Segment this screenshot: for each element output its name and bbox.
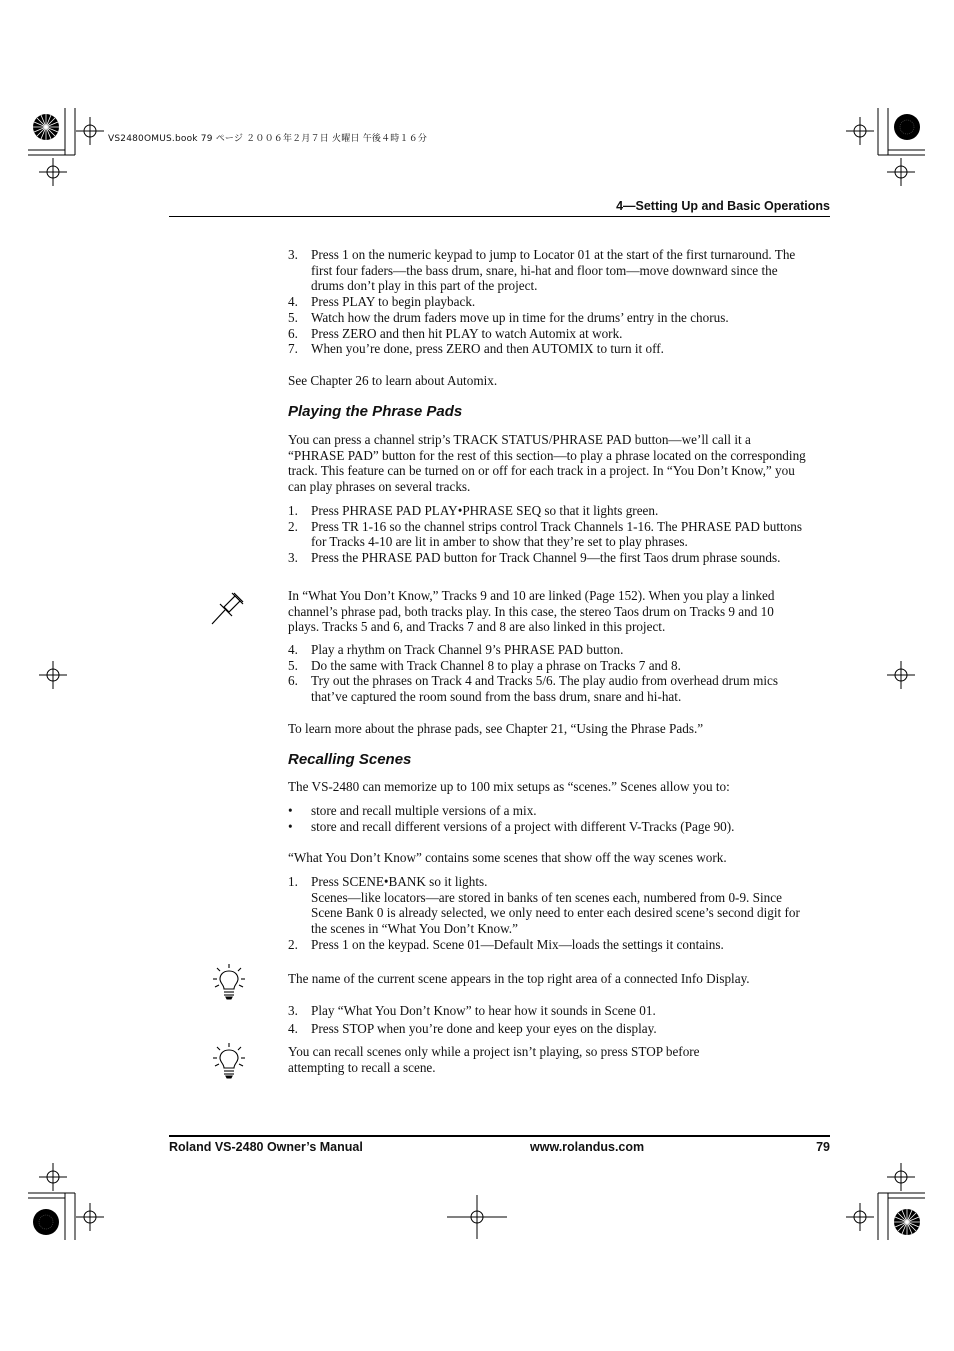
list-item: 3. Press the PHRASE PAD button for Track Channel 9—the first Taos drum phrase sounds. — [288, 550, 781, 566]
linked-tracks-note: In “What You Don’t Know,” Tracks 9 and 10 are linked (Page 152). When you play a linked channel’s phrase pad, both tracks play. In this case, the stereo Taos drum on Tracks 9 and 10 plays. Tracks 5 and 6, and Tracks 7 and 8 are also linked in this project. — [288, 588, 775, 635]
scenes-para: “What You Don’t Know” contains some scenes that show off the way scenes work. — [288, 850, 727, 865]
automix-steps — [288, 247, 808, 357]
list-item: 5. Watch how the drum faders move up in time for the drums’ entry in the chorus. — [288, 309, 729, 325]
phrase-pads-steps-a — [288, 503, 808, 566]
page-number: 79 — [816, 1140, 830, 1154]
list-item: 5. Do the same with Track Channel 8 to play a phrase on Tracks 7 and 8. — [288, 657, 681, 673]
list-item: 3. Play “What You Don’t Know” to hear how it sounds in Scene 01. — [288, 1003, 656, 1018]
phrase-pads-intro: You can press a channel strip’s TRACK STATUS/PHRASE PAD button—we’ll call it a “PHRASE PAD” button for the rest of this section—to play a phrase located on the corresponding track. This feature can be turned on or off for each track in a project. In “You Don’t Know,” you can play phrases on several tracks. — [288, 432, 806, 495]
recalling-scenes-heading: Recalling Scenes — [288, 751, 412, 768]
list-item: 3. Press 1 on the numeric keypad to jump to Locator 01 at the start of the first turnaround. The first four faders—the bass drum, snare, hi-hat and floor tom—move downward since the drums don’t play in this part of the project. — [288, 247, 796, 294]
list-item: 6. Try out the phrases on Track 4 and Tracks 5/6. The play audio from overhead drum mics that’ve captured the room sound from the bass drum, snare and hi-hat. — [288, 673, 779, 705]
header-rule — [169, 216, 830, 217]
footer-rule — [169, 1135, 830, 1137]
phrase-pads-steps-b — [288, 642, 808, 705]
list-item: 1. Press SCENE•BANK so it lights. Scenes—like locators—are stored in banks of ten scenes each, numbered from 0-9. Since Scene Bank 0 is already selected, we only need to enter each desired scene’s second digit for the scenes in “What You Don’t Know.” — [288, 874, 800, 937]
lightbulb-tip-icon — [212, 1042, 246, 1080]
list-item: 4. Press STOP when you’re done and keep your eyes on the display. — [288, 1020, 657, 1036]
list-item: 6. Press ZERO and then hit PLAY to watch Automix at work. — [288, 325, 623, 341]
list-item: • store and recall multiple versions of a mix. — [288, 803, 537, 818]
scenes-intro: The VS-2480 can memorize up to 100 mix setups as “scenes.” Scenes allow you to: — [288, 779, 730, 794]
list-item: 1. Press PHRASE PAD PLAY•PHRASE SEQ so that it lights green. — [288, 503, 659, 518]
print-mark: VS2480OMUS.book 79 ページ ２００６年２月７日 火曜日 午後４時１６分 — [108, 134, 428, 144]
list-item: 2. Press TR 1-16 so the channel strips control Track Channels 1-16. The PHRASE PAD buttons for Tracks 4-10 are lit in amber to show that they’re set to play phrases. — [288, 518, 802, 550]
phrase-pads-see-also: To learn more about the phrase pads, see Chapter 21, “Using the Phrase Pads.” — [288, 721, 704, 736]
automix-see-also: See Chapter 26 to learn about Automix. — [288, 373, 498, 388]
phrase-pads-heading: Playing the Phrase Pads — [288, 403, 463, 420]
scenes-bullets — [288, 803, 808, 834]
chapter-title: 4—Setting Up and Basic Operations — [616, 199, 830, 213]
recall-scenes-tip: You can recall scenes only while a project isn’t playing, so press STOP before attempting to recall a scene. — [288, 1044, 700, 1075]
lightbulb-tip-icon — [212, 963, 246, 1001]
scene-name-tip: The name of the current scene appears in the top right area of a connected Info Display. — [288, 971, 750, 986]
list-item: 2. Press 1 on the keypad. Scene 01—Default Mix—loads the settings it contains. — [288, 936, 724, 952]
list-item: 4. Press PLAY to begin playback. — [288, 294, 476, 310]
list-item: 4. Play a rhythm on Track Channel 9’s PHRASE PAD button. — [288, 642, 624, 657]
scenes-steps-3-4 — [288, 1003, 808, 1036]
list-item: • store and recall different versions of a project with different V-Tracks (Page 90). — [288, 818, 735, 834]
list-item: 7. When you’re done, press ZERO and then AUTOMIX to turn it off. — [288, 341, 664, 357]
footer-manual-title: Roland VS-2480 Owner’s Manual — [169, 1140, 363, 1154]
pushpin-note-icon — [208, 588, 248, 628]
footer-url: www.rolandus.com — [530, 1140, 645, 1154]
scenes-steps-1-2 — [288, 874, 808, 953]
